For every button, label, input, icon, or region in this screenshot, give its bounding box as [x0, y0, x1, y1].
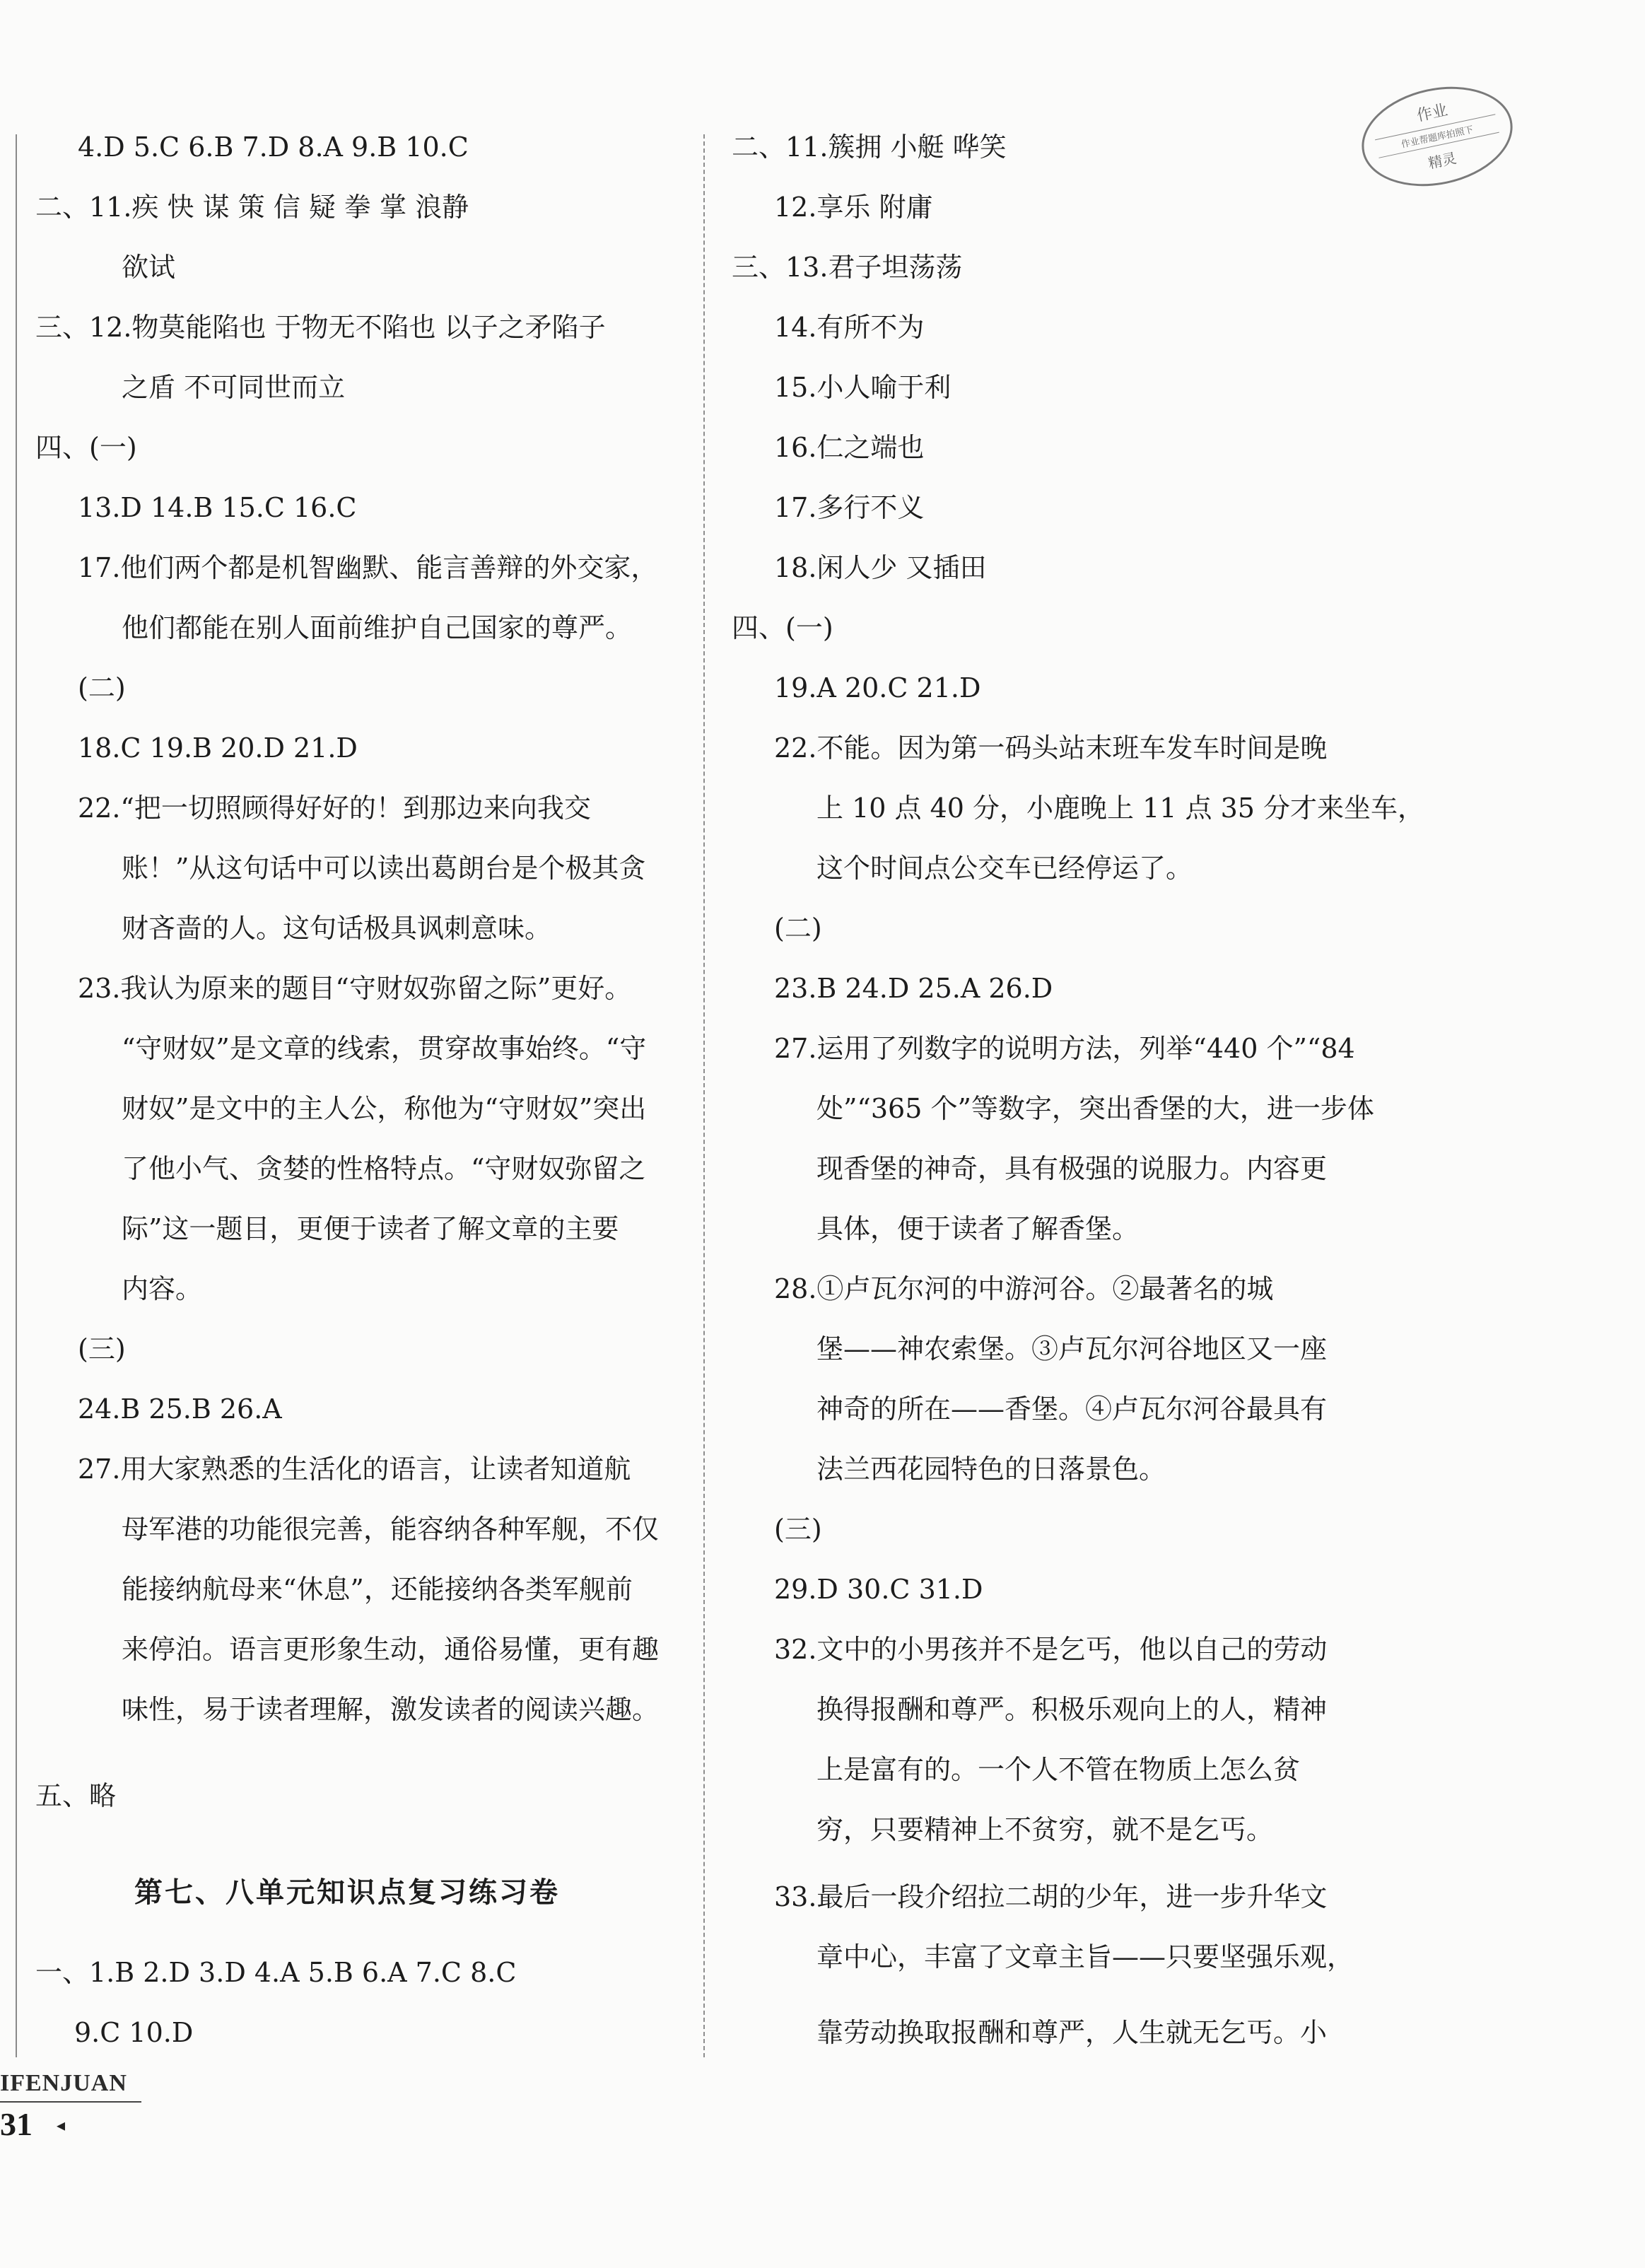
- answer-line: 32.文中的小男孩并不是乞丐，他以自己的劳动: [774, 1634, 1328, 1665]
- answer-line: 23.我认为原来的题目“守财奴弥留之际”更好。: [78, 973, 632, 1004]
- page-number: 31: [0, 2106, 33, 2142]
- answer-line: 19.A 20.C 21.D: [774, 672, 981, 703]
- answer-line: 4.D 5.C 6.B 7.D 8.A 9.B 10.C: [78, 131, 469, 163]
- answer-line: 18.C 19.B 20.D 21.D: [78, 732, 358, 764]
- answer-line: 处”“365 个”等数字，突出香堡的大，进一步体: [816, 1093, 1374, 1124]
- answer-line: 能接纳航母来“休息”，还能接纳各类军舰前: [122, 1574, 633, 1605]
- answer-line: 来停泊。语言更形象生动，通俗易懂，更有趣: [122, 1634, 660, 1665]
- footer-rule: [0, 2101, 141, 2103]
- answer-line: 这个时间点公交车已经停运了。: [816, 853, 1193, 884]
- answer-line: 28.①卢瓦尔河的中游河谷。②最著名的城: [774, 1273, 1274, 1304]
- answer-line: 内容。: [122, 1273, 203, 1304]
- answer-line: 29.D 30.C 31.D: [774, 1574, 983, 1605]
- answer-line: 23.B 24.D 25.A 26.D: [774, 973, 1053, 1004]
- answer-line: 账！”从这句话中可以读出葛朗台是个极其贪: [122, 853, 646, 884]
- answer-line: 财奴”是文中的主人公，称他为“守财奴”突出: [122, 1093, 647, 1124]
- answer-line: 现香堡的神奇，具有极强的说服力。内容更: [816, 1153, 1328, 1184]
- answer-line: 四、(一): [732, 612, 833, 643]
- answer-line: 财吝啬的人。这句话极具讽刺意味。: [122, 913, 552, 944]
- answer-line: 12.享乐 附庸: [774, 192, 933, 223]
- answer-line: 17.多行不义: [774, 492, 925, 523]
- answer-line: 14.有所不为: [774, 312, 925, 343]
- answer-line: 9.C 10.D: [74, 2017, 194, 2048]
- answer-line: 章中心，丰富了文章主旨——只要坚强乐观，: [816, 1941, 1354, 1972]
- answer-line: 33.最后一段介绍拉二胡的少年，进一步升华文: [774, 1881, 1328, 1912]
- answer-line: 四、(一): [35, 432, 137, 463]
- answer-line: 靠劳动换取报酬和尊严，人生就无乞丐。小: [816, 2017, 1328, 2048]
- answer-line: 三、13.君子坦荡荡: [732, 252, 963, 283]
- watermark-stamp: [1352, 74, 1522, 199]
- answer-line: 27.运用了列数字的说明方法，列举“440 个”“84: [774, 1033, 1355, 1064]
- footer-brand: IFENJUAN: [0, 2070, 127, 2096]
- answer-line: 二、11.簇拥 小艇 哗笑: [732, 131, 1007, 163]
- answer-line: (三): [78, 1333, 126, 1364]
- answer-line: (二): [774, 913, 822, 944]
- stamp-line: 作业帮题库拍照下: [1375, 114, 1499, 158]
- answer-line: 穷，只要精神上不贫穷，就不是乞丐。: [816, 1814, 1274, 1845]
- answer-line: 神奇的所在——香堡。④卢瓦尔河谷最具有: [816, 1393, 1328, 1425]
- answer-line: “守财奴”是文章的线索，贯穿故事始终。“守: [122, 1033, 647, 1064]
- arrow-icon: ◂: [57, 2115, 66, 2135]
- answer-line: 母军港的功能很完善，能容纳各种军舰，不仅: [122, 1514, 660, 1545]
- answer-line: 15.小人喻于利: [774, 372, 952, 403]
- answer-line: 上 10 点 40 分，小鹿晚上 11 点 35 分才来坐车，: [816, 793, 1425, 824]
- answer-line: 24.B 25.B 26.A: [78, 1393, 282, 1425]
- column-divider: [703, 134, 705, 2057]
- answer-line: 换得报酬和尊严。积极乐观向上的人，精神: [816, 1694, 1328, 1725]
- left-margin-rule: [16, 134, 17, 2057]
- stamp-line: 作业: [1415, 101, 1450, 126]
- answer-line: (二): [78, 672, 126, 703]
- answer-line: 了他小气、贪婪的性格特点。“守财奴弥留之: [122, 1153, 646, 1184]
- answer-line: 27.用大家熟悉的生活化的语言，让读者知道航: [78, 1454, 631, 1485]
- answer-line: 16.仁之端也: [774, 432, 925, 463]
- answer-line: 味性，易于读者理解，激发读者的阅读兴趣。: [122, 1694, 660, 1725]
- answer-line: 他们都能在别人面前维护自己国家的尊严。: [122, 612, 633, 643]
- answer-line: 上是富有的。一个人不管在物质上怎么贫: [816, 1754, 1301, 1785]
- answer-line: 22.不能。因为第一码头站末班车发车时间是晚: [774, 732, 1328, 764]
- answer-line: 13.D 14.B 15.C 16.C: [78, 492, 357, 523]
- answer-line: 三、12.物莫能陷也 于物无不陷也 以子之矛陷子: [35, 312, 606, 343]
- answer-line: 一、1.B 2.D 3.D 4.A 5.B 6.A 7.C 8.C: [35, 1957, 517, 1988]
- section-title: 第七、八单元知识点复习练习卷: [134, 1876, 560, 1909]
- answer-line: 之盾 不可同世而立: [122, 372, 346, 403]
- answer-line: 具体，便于读者了解香堡。: [816, 1213, 1140, 1244]
- answer-line: (三): [774, 1514, 822, 1545]
- answer-line: 堡——神农索堡。③卢瓦尔河谷地区又一座: [816, 1333, 1328, 1364]
- answer-line: 17.他们两个都是机智幽默、能言善辩的外交家，: [78, 552, 658, 583]
- stamp-line: 精灵: [1427, 149, 1458, 173]
- answer-line: 际”这一题目，更便于读者了解文章的主要: [122, 1213, 619, 1244]
- answer-line: 二、11.疾 快 谋 策 信 疑 拳 掌 浪静: [35, 192, 469, 223]
- answer-line: 18.闲人少 又插田: [774, 552, 987, 583]
- answer-line: 22.“把一切照顾得好好的！到那边来向我交: [78, 793, 591, 824]
- answer-line: 法兰西花园特色的日落景色。: [816, 1454, 1166, 1485]
- answer-line: 欲试: [122, 252, 176, 283]
- answer-line: 五、略: [35, 1780, 117, 1811]
